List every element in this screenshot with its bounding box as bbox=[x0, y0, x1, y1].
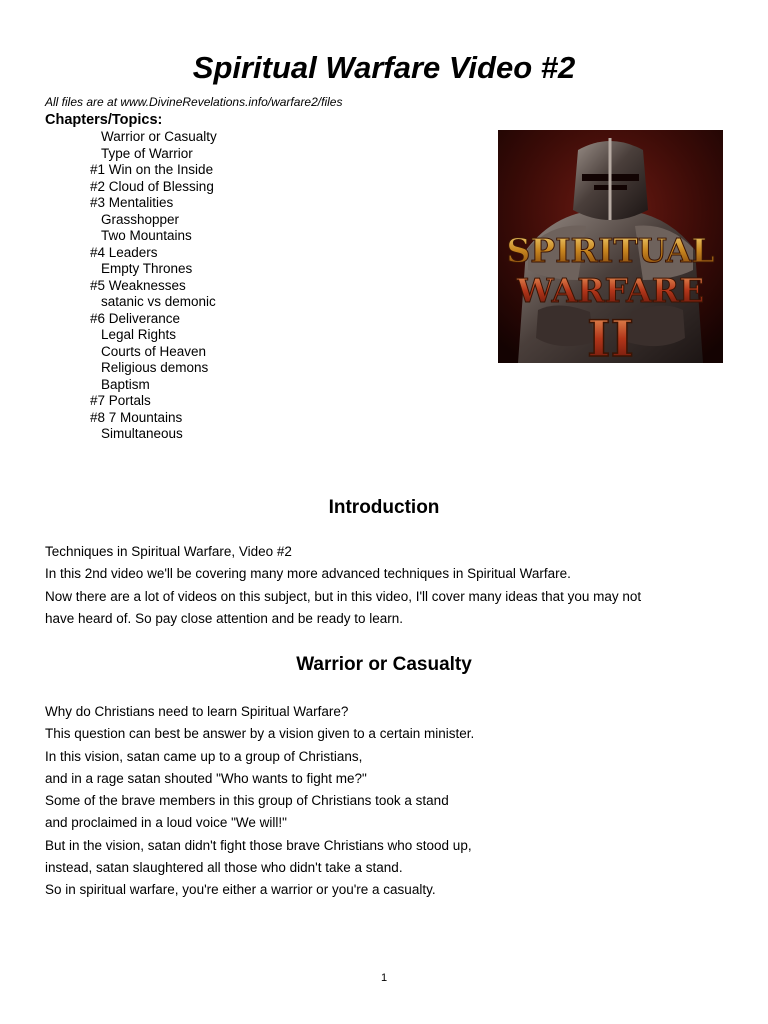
chapter-item: Baptism bbox=[101, 376, 150, 392]
text-line: In this vision, satan came up to a group of Christians, bbox=[45, 748, 363, 764]
text-line: This question can best be answer by a vision given to a certain minister. bbox=[45, 726, 475, 742]
chapter-item: Type of Warrior bbox=[101, 145, 193, 161]
chapter-item: Religious demons bbox=[101, 360, 209, 375]
text-line: Now there are a lot of videos on this subject, but in this video, I'll cover many ideas that you may not bbox=[45, 588, 642, 604]
chapter-item: #5 Weaknesses bbox=[90, 277, 186, 293]
text-line: But in the vision, satan didn't fight those brave Christians who stood up, bbox=[45, 837, 472, 853]
spiritual-warfare-cover-image bbox=[498, 130, 723, 363]
chapter-item: #2 Cloud of Blessing bbox=[90, 178, 214, 194]
text-line: So in spiritual warfare, you're either a warrior or you're a casualty. bbox=[45, 882, 436, 898]
chapter-item: Simultaneous bbox=[101, 426, 183, 441]
page-number: 1 bbox=[380, 972, 388, 984]
text-line: instead, satan slaughtered all those who didn't take a stand. bbox=[45, 860, 403, 876]
chapter-item: #7 Portals bbox=[90, 393, 151, 408]
text-line: and in a rage satan shouted "Who wants to fight me?" bbox=[45, 770, 367, 786]
text-line: and proclaimed in a loud voice "We will!" bbox=[45, 815, 287, 831]
text-line: In this 2nd video we'll be covering many more advanced techniques in Spiritual Warfare. bbox=[45, 566, 571, 582]
chapters-heading: Chapters/Topics: bbox=[45, 112, 163, 128]
cover-numeral: II bbox=[587, 309, 634, 363]
warrior-or-casualty-text bbox=[45, 701, 735, 902]
cover-title-line2: WARFARE bbox=[516, 271, 705, 310]
introduction-text bbox=[45, 541, 735, 630]
text-line: Techniques in Spiritual Warfare, Video #2 bbox=[45, 544, 292, 559]
cover-title-line1: SPIRITUAL bbox=[506, 231, 715, 270]
text-line: Why do Christians need to learn Spiritual Warfare? bbox=[45, 704, 349, 719]
chapter-item: #8 7 Mountains bbox=[90, 409, 183, 425]
warrior-or-casualty-heading: Warrior or Casualty bbox=[296, 654, 472, 675]
files-note: All files are at www.DivineRevelations.info/warfare2/files bbox=[45, 95, 343, 109]
chapter-item: #1 Win on the Inside bbox=[90, 162, 214, 177]
chapters-list bbox=[45, 129, 217, 443]
chapter-item: Grasshopper bbox=[101, 211, 180, 227]
chapter-item: Courts of Heaven bbox=[101, 343, 207, 359]
chapter-item: Two Mountains bbox=[101, 228, 192, 243]
chapter-item: Warrior or Casualty bbox=[101, 129, 217, 144]
introduction-heading: Introduction bbox=[328, 497, 440, 518]
chapter-item: #3 Mentalities bbox=[90, 195, 174, 210]
chapter-item: satanic vs demonic bbox=[101, 294, 216, 309]
chapter-item: Legal Rights bbox=[101, 327, 177, 342]
chapter-item: #6 Deliverance bbox=[90, 310, 181, 326]
chapter-item: #4 Leaders bbox=[90, 244, 158, 260]
text-line: have heard of. So pay close attention and be ready to learn. bbox=[45, 610, 403, 626]
text-line: Some of the brave members in this group of Christians took a stand bbox=[45, 793, 449, 809]
chapter-item: Empty Thrones bbox=[101, 261, 193, 276]
document-title: Spiritual Warfare Video #2 bbox=[192, 50, 576, 85]
